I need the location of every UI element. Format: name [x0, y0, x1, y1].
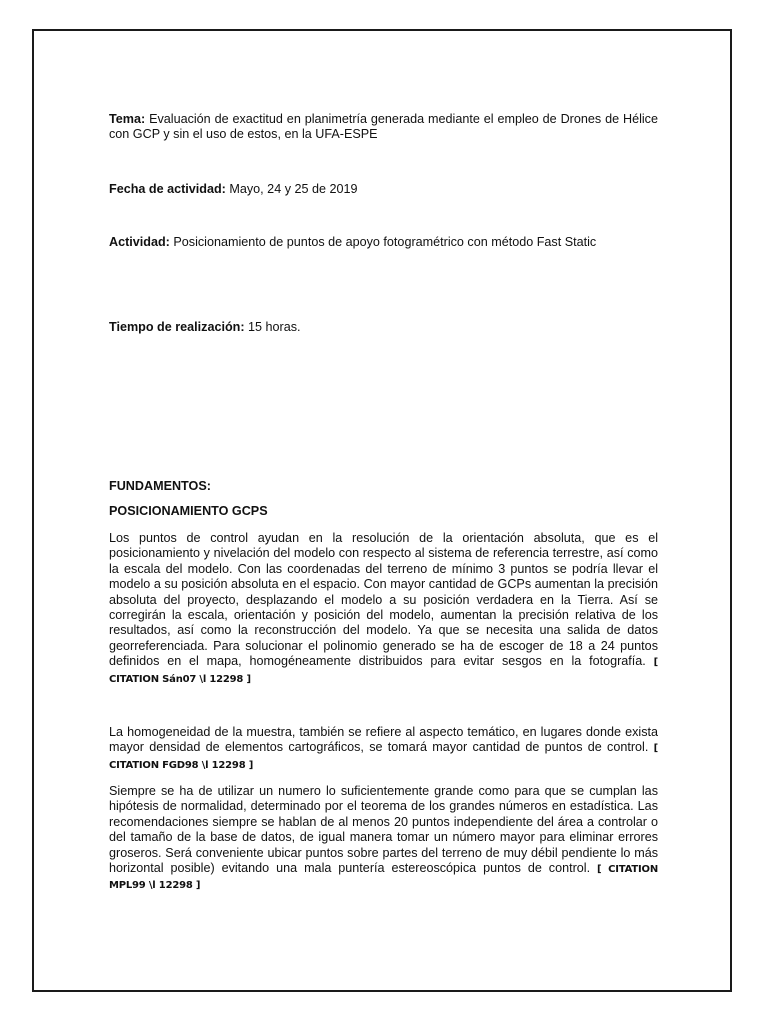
- actividad-value: Posicionamiento de puntos de apoyo fotogramétrico con método Fast Static: [173, 235, 597, 249]
- fecha-label: Fecha de actividad:: [109, 182, 226, 196]
- citation-1: [ CITATION Sán07 \l 12298 ]: [109, 657, 658, 685]
- paragraph-3-text: Siempre se ha de utilizar un numero lo suficientemente grande como para que se cumplan las hipótesis de normalidad, determinado por el teorema de los grandes números en estadística. Las recomendaciones siempre se hablan de al menos 20 puntos independiente del área a controlar o del tamaño de la base de datos, de igual manera tomar un número mayor para eliminar errores groseros. Será conveniente ubicar puntos sobre partes del terreno de muy débil pendiente lo más horizontal posible) evitando una mala puntería estereoscópica puntos de control.: [109, 784, 658, 876]
- paragraph-2: [109, 725, 658, 773]
- paragraph-1-text: Los puntos de control ayudan en la resolución de la orientación absoluta, que es el posicionamiento y nivelación del modelo con respecto al sistema de referencia terrestre, así como la escala del modelo. Con las coordenadas del terreno de mínimo 3 puntos se podría llevar el modelo a su posición absoluta en el espacio. Con mayor cantidad de GCPs aumentan la precisión absoluta del proyecto, desplazando el modelo a su posición verdadera en la Tierra. Así se corregirán la escala, orientación y posición del modelo, aumentan la precisión relativa de los resultados, así como la reconstrucción del modelo. Ya que se necesita una salida de datos georreferenciada. Para solucionar el polinomio generado se ha de escoger de 18 a 24 puntos definidos en el mapa, homogéneamente distribuidos para evitar sesgos en la fotografía.: [109, 531, 658, 669]
- actividad-label: Actividad:: [109, 235, 170, 249]
- tiempo-label: Tiempo de realización:: [109, 320, 245, 334]
- fundamentos-heading: FUNDAMENTOS:: [109, 479, 211, 493]
- fecha-field: [109, 182, 658, 197]
- paragraph-1: [109, 531, 658, 687]
- fecha-value: Mayo, 24 y 25 de 2019: [229, 182, 358, 196]
- paragraph-3: [109, 784, 658, 894]
- tema-label: Tema:: [109, 112, 146, 126]
- tiempo-value: 15 horas.: [248, 320, 301, 334]
- citation-3: [ CITATION MPL99 \l 12298 ]: [109, 864, 658, 892]
- paragraph-2-text: La homogeneidad de la muestra, también se refiere al aspecto temático, en lugares donde exista mayor densidad de elementos cartográficos, se tomará mayor cantidad de puntos de control.: [109, 725, 658, 755]
- citation-2: [ CITATION FGD98 \l 12298 ]: [109, 743, 659, 771]
- posicionamiento-heading: POSICIONAMIENTO GCPS: [109, 504, 268, 518]
- tema-value: Evaluación de exactitud en planimetría generada mediante el empleo de Drones de Hélice con GCP y sin el uso de estos, en la UFA-ESPE: [109, 112, 658, 142]
- tema-field: [109, 112, 658, 143]
- tiempo-field: [109, 320, 658, 335]
- actividad-field: [109, 235, 658, 250]
